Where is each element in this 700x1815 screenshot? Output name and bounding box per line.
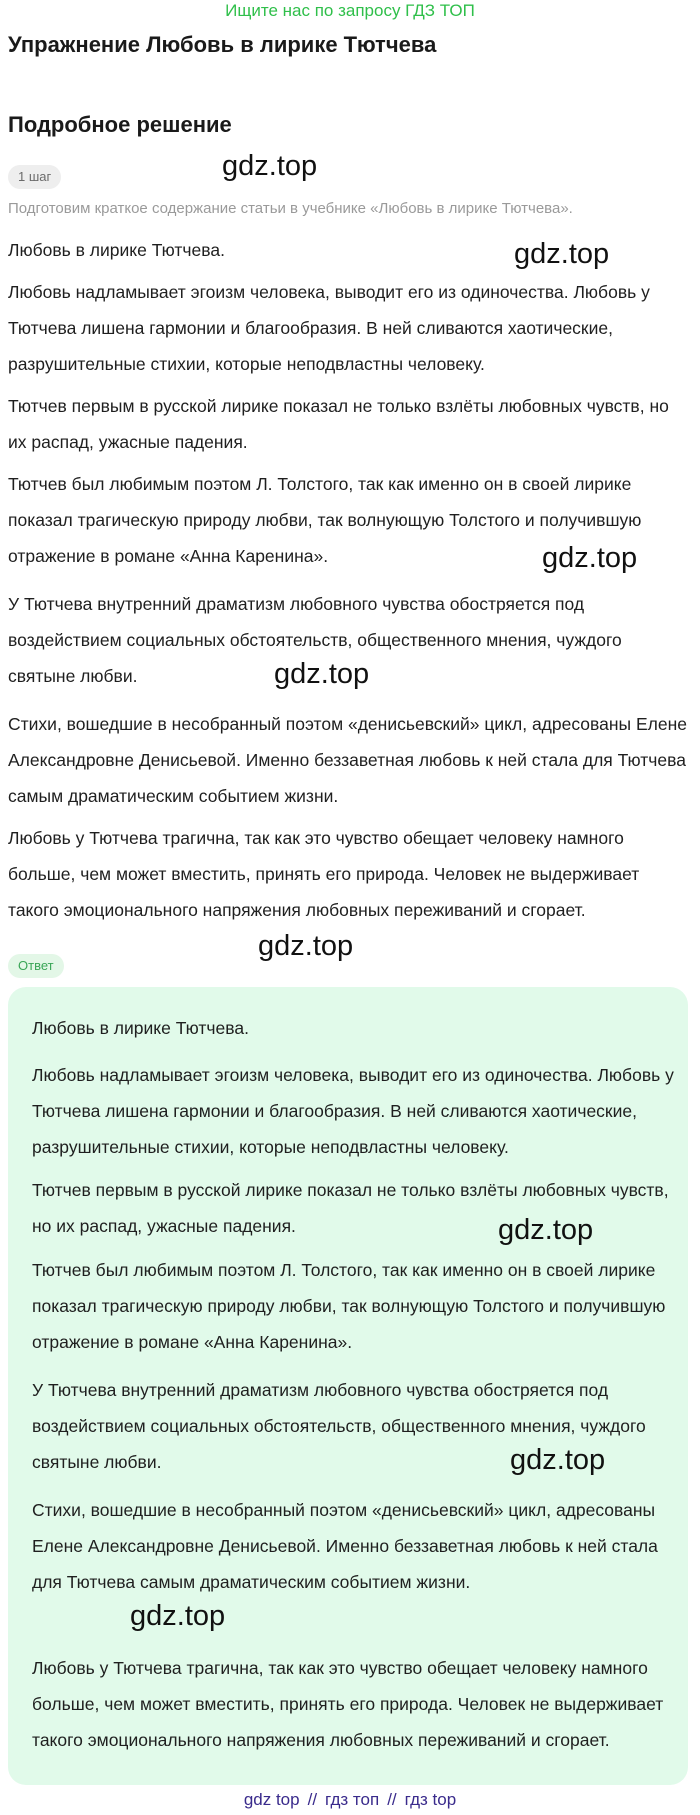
answer-paragraph: Любовь надламывает эгоизм человека, выводит его из одиночества. Любовь у Тютчева лишена гармонии и благообразия. В ней сливаются хаотические, разрушительные стихии, которые неподвластны человеку. — [32, 1065, 674, 1157]
answer-paragraph: Тютчев первым в русской лирике показал не только взлёты любовных чувств, но их распад, ужасные падения. — [32, 1180, 669, 1236]
page-title: Упражнение Любовь в лирике Тютчева — [8, 32, 437, 57]
solution-paragraph: Любовь в лирике Тютчева. — [8, 240, 225, 260]
footer-separator: // — [387, 1790, 397, 1809]
solution-paragraph: Любовь у Тютчева трагична, так как это чувство обещает человеку намного больше, чем может вместить, принять его природа. Человек не выдерживает такого эмоционального напряжения любовных переживаний и сгорает. — [8, 828, 640, 920]
step-badge: 1 шаг — [8, 165, 61, 189]
search-banner[interactable]: Ищите нас по запросу ГДЗ ТОП — [225, 1, 475, 20]
answer-paragraph: Тютчев был любимым поэтом Л. Толстого, так как именно он в своей лирике показал трагическую природу любви, так волнующую Толстого и получившую отражение в романе «Анна Каренина». — [32, 1260, 666, 1352]
solution-paragraph: Стихи, вошедшие в несобранный поэтом «денисьевский» цикл, адресованы Елене Александровне Денисьевой. Именно беззаветная любовь к ней стала для Тютчева самым драматическим событием жизни. — [8, 714, 687, 806]
intro-text: Подготовим краткое содержание статьи в учебнике «Любовь в лирике Тютчева». — [8, 200, 573, 217]
watermark: gdz.top — [514, 238, 610, 270]
footer-links — [0, 1788, 700, 1812]
watermark: gdz.top — [130, 1600, 226, 1632]
watermark: gdz.top — [274, 658, 370, 690]
footer-link-gdz-top-mixed[interactable]: гдз top — [404, 1790, 457, 1809]
footer-link-gdz-top-ru[interactable]: гдз топ — [325, 1790, 380, 1809]
answer-paragraph: Любовь в лирике Тютчева. — [32, 1018, 249, 1038]
watermark: gdz.top — [222, 150, 318, 182]
answer-paragraph: Стихи, вошедшие в несобранный поэтом «денисьевский» цикл, адресованы Елене Александровне Денисьевой. Именно беззаветная любовь к ней стала для Тютчева самым драматическим событием жизни. — [32, 1500, 658, 1592]
solution-paragraph: Любовь надламывает эгоизм человека, выводит его из одиночества. Любовь у Тютчева лишена гармонии и благообразия. В ней сливаются хаотические, разрушительные стихии, которые неподвластны человеку. — [8, 282, 650, 374]
watermark: gdz.top — [258, 930, 354, 962]
watermark: gdz.top — [498, 1214, 594, 1246]
answer-badge: Ответ — [8, 954, 64, 978]
footer-link-gdz-top[interactable]: gdz top — [243, 1790, 300, 1809]
answer-paragraph: Любовь у Тютчева трагична, так как это чувство обещает человеку намного больше, чем может вместить, принять его природа. Человек не выдерживает такого эмоционального напряжения любовных переживаний и сгорает. — [32, 1658, 664, 1750]
solution-paragraph: Тютчев был любимым поэтом Л. Толстого, так как именно он в своей лирике показал трагическую природу любви, так волнующую Толстого и получившую отражение в романе «Анна Каренина». — [8, 474, 642, 566]
watermark: gdz.top — [510, 1444, 606, 1476]
section-title: Подробное решение — [8, 112, 232, 137]
answer-paragraph: У Тютчева внутренний драматизм любовного чувства обостряется под воздействием социальных обстоятельств, общественного мнения, чуждого святыне любви. — [32, 1380, 646, 1472]
watermark: gdz.top — [542, 542, 638, 574]
footer-separator: // — [307, 1790, 318, 1809]
solution-paragraph: У Тютчева внутренний драматизм любовного чувства обостряется под воздействием социальных обстоятельств, общественного мнения, чуждого святыне любви. — [8, 594, 622, 686]
solution-paragraph: Тютчев первым в русской лирике показал не только взлёты любовных чувств, но их распад, ужасные падения. — [8, 396, 669, 452]
